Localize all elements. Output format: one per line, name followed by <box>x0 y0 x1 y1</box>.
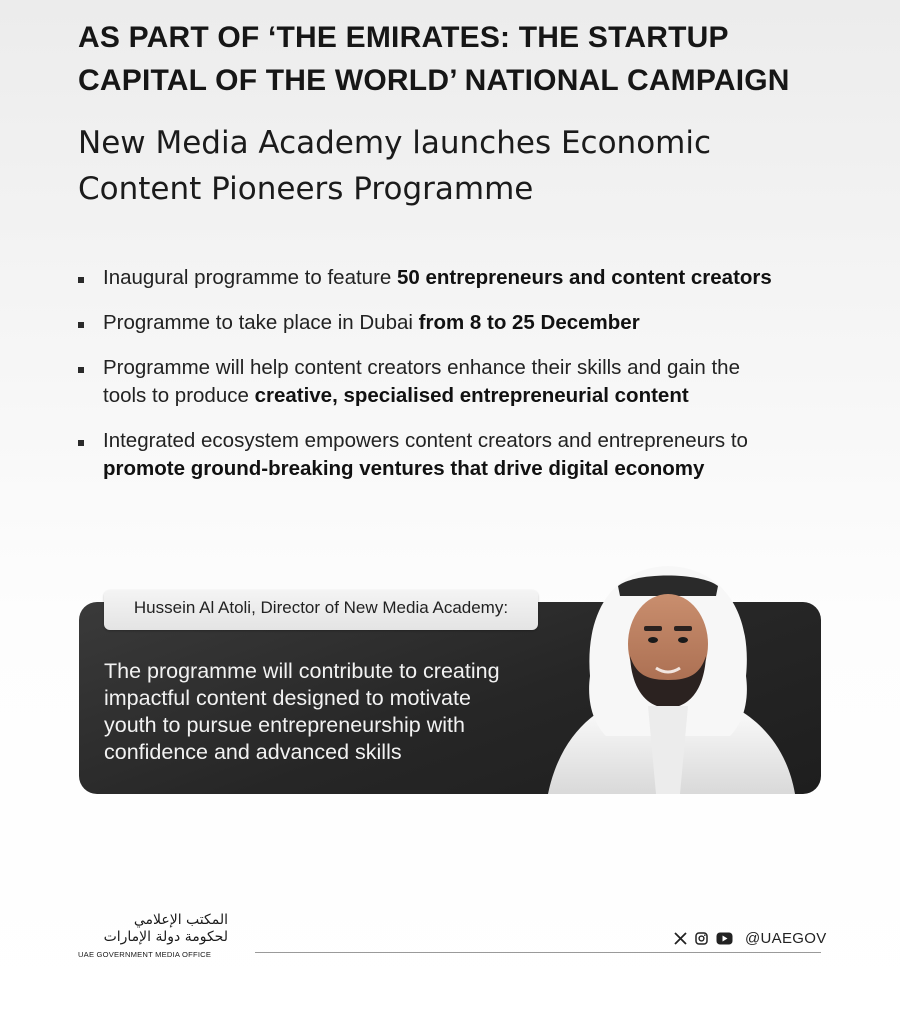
logo-arabic-2: لحكومة دولة الإمارات <box>103 929 228 945</box>
bullet-item <box>78 354 838 410</box>
bullet-emphasis: creative, specialised entrepreneurial content <box>254 384 689 407</box>
bullet-emphasis: promote ground-breaking ventures that drive digital economy <box>103 457 705 480</box>
bullet-text: tools to produce <box>103 384 255 407</box>
bullet-line <box>103 354 838 382</box>
bullet-emphasis: 50 entrepreneurs and content creators <box>397 266 772 289</box>
bullet-line <box>103 264 838 292</box>
bullet-item <box>78 264 838 292</box>
bullet-text: Programme to take place in Dubai <box>103 311 419 334</box>
campaign-line-1: AS PART OF ‘THE EMIRATES: THE STARTUP <box>78 21 729 54</box>
social-links <box>674 928 827 948</box>
quote-line: confidence and advanced skills <box>104 740 402 764</box>
bullet-text: Programme will help content creators enhance their skills and gain the <box>103 356 740 379</box>
campaign-line-2: CAPITAL OF THE WORLD’ NATIONAL CAMPAIGN <box>78 64 790 97</box>
footer-divider <box>255 952 821 953</box>
headline-line-2: Content Pioneers Programme <box>78 171 534 207</box>
quote-line: The programme will contribute to creating <box>104 659 500 683</box>
bullet-list <box>78 264 838 500</box>
speaker-portrait <box>540 556 800 794</box>
bullet-item <box>78 309 838 337</box>
bullet-line <box>103 455 838 483</box>
bullet-emphasis: from 8 to 25 December <box>418 311 640 334</box>
bullet-line <box>103 427 838 455</box>
quote-line: youth to pursue entrepreneurship with <box>104 713 465 737</box>
logo-arabic-1: المكتب الإعلامي <box>133 912 228 928</box>
media-office-logo <box>78 912 228 966</box>
headline <box>78 120 858 212</box>
x-icon[interactable] <box>674 932 687 945</box>
headline-line-1: New Media Academy launches Economic <box>78 125 712 161</box>
quote-text <box>104 658 564 766</box>
bullet-text: Integrated ecosystem empowers content creators and entrepreneurs to <box>103 429 748 452</box>
instagram-icon[interactable] <box>695 932 708 945</box>
logo-english: UAE GOVERNMENT MEDIA OFFICE <box>78 950 212 959</box>
bullet-item <box>78 427 838 483</box>
bullet-marker <box>78 367 84 373</box>
youtube-icon[interactable] <box>716 932 733 945</box>
quote-line: impactful content designed to motivate <box>104 686 471 710</box>
social-handle[interactable]: @UAEGOV <box>745 929 827 947</box>
bullet-marker <box>78 277 84 283</box>
bullet-line <box>103 309 838 337</box>
bullet-line <box>103 382 838 410</box>
bullet-marker <box>78 322 84 328</box>
bullet-marker <box>78 440 84 446</box>
speaker-tag: Hussein Al Atoli, Director of New Media Academy: <box>104 590 538 630</box>
campaign-kicker <box>78 16 858 102</box>
bullet-text: Inaugural programme to feature <box>103 266 397 289</box>
